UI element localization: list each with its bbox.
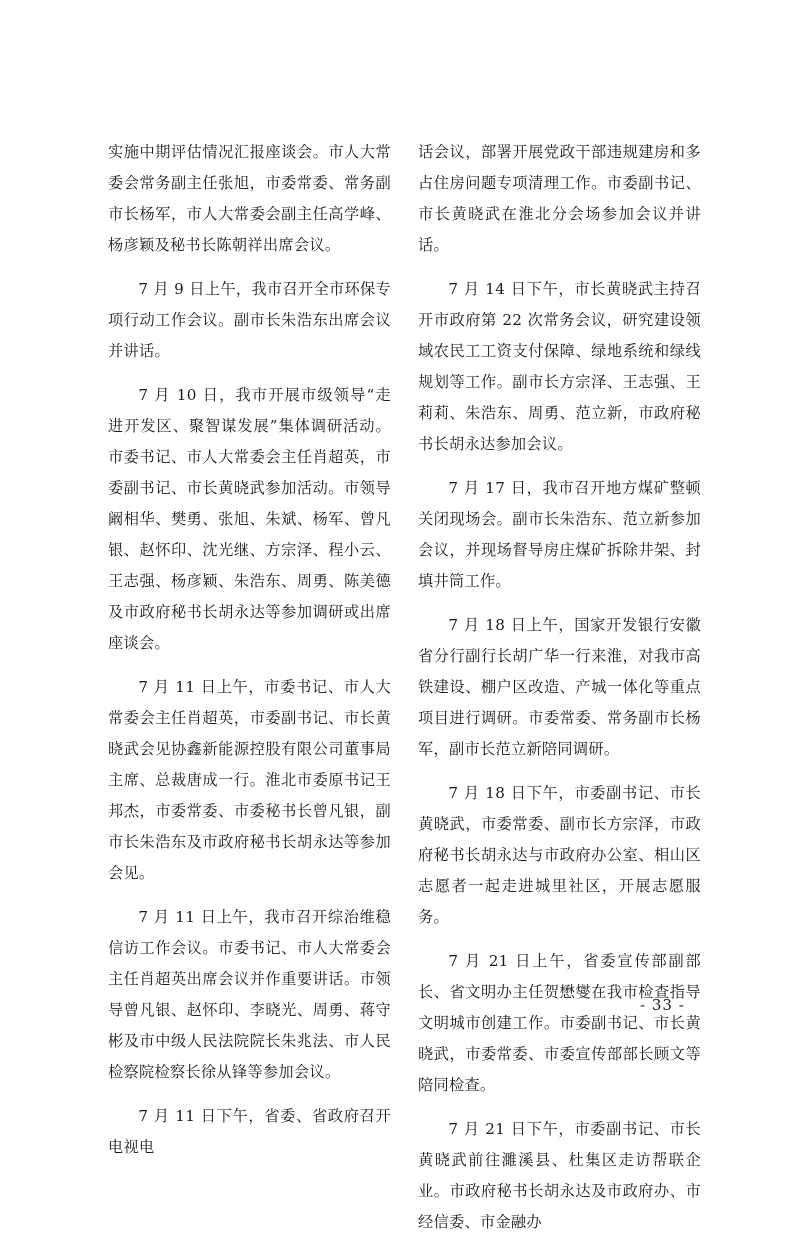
right-column [418, 137, 701, 1251]
paragraph: 7 月 9 日上午，我市召开全市环保专项行动工作会议。副市长朱浩东出席会议并讲话。 [108, 280, 391, 360]
paragraph: 7 月 17 日，我市召开地方煤矿整顿关闭现场会。副市长朱浩东、范立新参加会议，并现场督导房庄煤矿拆除井架、封填井筒工作。 [418, 479, 701, 590]
paragraph: 7 月 11 日下午，省委、省政府召开电视电 [108, 1107, 391, 1156]
paragraph: 7 月 18 日下午，市委副书记、市长黄晓武，市委常委、副市长方宗泽，市政府秘书长胡永达与市政府办公室、相山区志愿者一起走进城里社区，开展志愿服务。 [418, 784, 701, 926]
paragraph: 7 月 14 日下午，市长黄晓武主持召开市政府第 22 次常务会议，研究建设领域农民工工资支付保障、绿地系统和绿线规划等工作。副市长方宗泽、王志强、王莉莉、朱浩东、周勇、范立新，市政府秘书长胡永达参加会议。 [418, 280, 701, 453]
paragraph: 实施中期评估情况汇报座谈会。市人大常委会常务副主任张旭，市委常委、常务副市长杨军，市人大常委会副主任高学峰、杨彦颖及秘书长陈朝祥出席会议。 [108, 143, 391, 254]
paragraph: 话会议，部署开展党政干部违规建房和多占住房问题专项清理工作。市委副书记、市长黄晓武在淮北分会场参加会议并讲话。 [418, 143, 701, 254]
paragraph: 7 月 11 日上午，市委书记、市人大常委会主任肖超英，市委副书记、市长黄晓武会见协鑫新能源控股有限公司董事局主席、总裁唐成一行。淮北市委原书记王邦杰，市委常委、市委秘书长曾凡银，副市长朱浩东及市政府秘书长胡永达等参加会见。 [108, 678, 391, 882]
paragraph: 7 月 21 日上午，省委宣传部副部长、省文明办主任贺懋燮在我市检查指导文明城市创建工作。市委副书记、市长黄晓武，市委常委、市委宣传部部长顾文等陪同检查。 [418, 952, 701, 1094]
left-column [108, 137, 391, 1176]
paragraph: 7 月 10 日，我市开展市级领导“走进开发区、聚智谋发展”集体调研活动。市委书记、市人大常委会主任肖超英，市委副书记、市长黄晓武参加活动。市领导阚相华、樊勇、张旭、朱斌、杨军、曾凡银、赵怀印、沈光继、方宗泽、程小云、王志强、杨彦颖、朱浩东、周勇、陈美德及市政府秘书长胡永达等参加调研或出席座谈会。 [108, 386, 391, 652]
paragraph: 7 月 21 日下午，市委副书记、市长黄晓武前往濉溪县、杜集区走访帮联企业。市政府秘书长胡永达及市政府办、市经信委、市金融办 [418, 1120, 701, 1231]
page-number: - 33 - [640, 996, 685, 1014]
paragraph: 7 月 11 日上午，我市召开综治维稳信访工作会议。市委书记、市人大常委会主任肖超英出席会议并作重要讲话。市领导曾凡银、赵怀印、李晓光、周勇、蒋守彬及市中级人民法院院长朱兆法、市人民检察院检察长徐从锋等参加会议。 [108, 908, 391, 1081]
paragraph: 7 月 18 日上午，国家开发银行安徽省分行副行长胡广华一行来淮，对我市高铁建设、棚户区改造、产城一体化等重点项目进行调研。市委常委、常务副市长杨军，副市长范立新陪同调研。 [418, 616, 701, 758]
